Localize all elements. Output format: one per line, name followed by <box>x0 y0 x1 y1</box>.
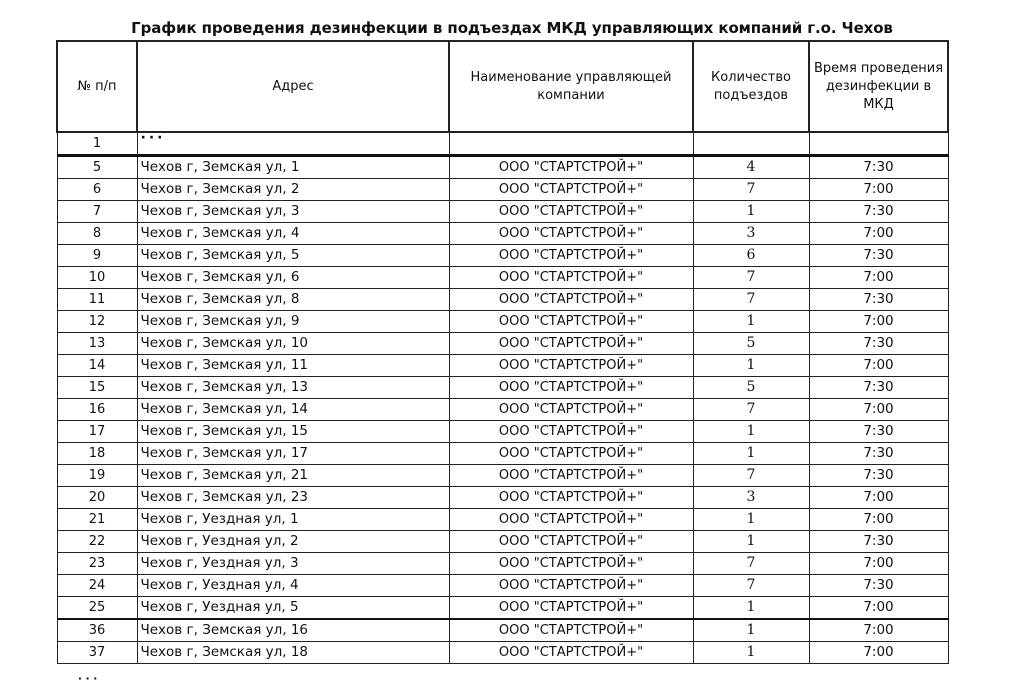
cell-time: 7:00 <box>809 553 948 575</box>
cell-count: 7 <box>693 575 809 597</box>
cell-company: ООО "СТАРТСТРОЙ+" <box>449 443 693 465</box>
cell-company: ООО "СТАРТСТРОЙ+" <box>449 355 693 377</box>
cell-company: ООО "СТАРТСТРОЙ+" <box>449 487 693 509</box>
cell-address: Чехов г, Земская ул, 3 <box>137 201 449 223</box>
cell-address: Чехов г, Земская ул, 5 <box>137 245 449 267</box>
cell-time: 7:00 <box>809 642 948 664</box>
header-num: № п/п <box>57 41 137 132</box>
cell-num: 5 <box>57 156 137 179</box>
cell-time: 7:00 <box>809 597 948 620</box>
ellipsis-mark: ··· <box>140 132 166 146</box>
document-title: График проведения дезинфекции в подъездах МКД управляющих компаний г.о. Чехов <box>131 19 893 37</box>
cell-time: 7:30 <box>809 377 948 399</box>
cell-address: Чехов г, Земская ул, 23 <box>137 487 449 509</box>
cell-count: 1 <box>693 201 809 223</box>
cell-company: ООО "СТАРТСТРОЙ+" <box>449 179 693 201</box>
table-row <box>57 597 948 620</box>
table-row <box>57 553 948 575</box>
cell-time: 7:00 <box>809 355 948 377</box>
cell-count: 1 <box>693 531 809 553</box>
cell-count: 7 <box>693 179 809 201</box>
header-address: Адрес <box>137 41 449 132</box>
cell-company: ООО "СТАРТСТРОЙ+" <box>449 377 693 399</box>
cell-company: ООО "СТАРТСТРОЙ+" <box>449 575 693 597</box>
cell-num: 16 <box>57 399 137 421</box>
cell-address: Чехов г, Уездная ул, 4 <box>137 575 449 597</box>
cell-time: 7:30 <box>809 421 948 443</box>
cell-company: ООО "СТАРТСТРОЙ+" <box>449 509 693 531</box>
cell-num: 6 <box>57 179 137 201</box>
cell-time <box>809 132 948 156</box>
cell-num: 9 <box>57 245 137 267</box>
cell-num: 22 <box>57 531 137 553</box>
cell-address: Чехов г, Земская ул, 15 <box>137 421 449 443</box>
cell-count: 7 <box>693 267 809 289</box>
cell-company: ООО "СТАРТСТРОЙ+" <box>449 333 693 355</box>
cell-count: 5 <box>693 377 809 399</box>
cell-address: Чехов г, Земская ул, 21 <box>137 465 449 487</box>
table-row <box>57 509 948 531</box>
cell-count: 3 <box>693 487 809 509</box>
table-row <box>57 267 948 289</box>
cell-company: ООО "СТАРТСТРОЙ+" <box>449 597 693 620</box>
cell-time: 7:00 <box>809 399 948 421</box>
cell-address: Чехов г, Земская ул, 1 <box>137 156 449 179</box>
cell-company: ООО "СТАРТСТРОЙ+" <box>449 201 693 223</box>
cell-company: ООО "СТАРТСТРОЙ+" <box>449 399 693 421</box>
cell-company: ООО "СТАРТСТРОЙ+" <box>449 465 693 487</box>
cell-company: ООО "СТАРТСТРОЙ+" <box>449 531 693 553</box>
cell-address: Чехов г, Земская ул, 8 <box>137 289 449 311</box>
cell-time: 7:30 <box>809 289 948 311</box>
cell-time: 7:00 <box>809 487 948 509</box>
table-row <box>57 465 948 487</box>
cell-address: Чехов г, Уездная ул, 3 <box>137 553 449 575</box>
cell-num: 1 <box>57 132 137 156</box>
header-row <box>57 41 948 132</box>
table-row <box>57 531 948 553</box>
table-header <box>57 41 948 132</box>
cell-num: 8 <box>57 223 137 245</box>
cell-num: 19 <box>57 465 137 487</box>
cell-time: 7:00 <box>809 223 948 245</box>
table-row <box>57 377 948 399</box>
cell-count: 1 <box>693 355 809 377</box>
cell-time: 7:30 <box>809 531 948 553</box>
table-row <box>57 355 948 377</box>
cell-time: 7:30 <box>809 245 948 267</box>
cell-company: ООО "СТАРТСТРОЙ+" <box>449 553 693 575</box>
cell-address: Чехов г, Уездная ул, 2 <box>137 531 449 553</box>
cell-company <box>449 132 693 156</box>
table-row <box>57 156 948 179</box>
cell-time: 7:00 <box>809 509 948 531</box>
cell-company: ООО "СТАРТСТРОЙ+" <box>449 223 693 245</box>
cell-count: 4 <box>693 156 809 179</box>
cell-company: ООО "СТАРТСТРОЙ+" <box>449 311 693 333</box>
cell-address: Чехов г, Земская ул, 2 <box>137 179 449 201</box>
cell-num: 21 <box>57 509 137 531</box>
table-row-first <box>57 132 948 156</box>
cell-address: Чехов г, Земская ул, 6 <box>137 267 449 289</box>
table-row <box>57 179 948 201</box>
cell-address: Чехов г, Земская ул, 11 <box>137 355 449 377</box>
cell-num: 36 <box>57 619 137 642</box>
cell-address: Чехов г, Земская ул, 14 <box>137 399 449 421</box>
cell-count: 1 <box>693 311 809 333</box>
cell-address: Чехов г, Земская ул, 13 <box>137 377 449 399</box>
cell-time: 7:30 <box>809 575 948 597</box>
cell-company: ООО "СТАРТСТРОЙ+" <box>449 289 693 311</box>
cell-num: 20 <box>57 487 137 509</box>
cell-num: 7 <box>57 201 137 223</box>
table-body <box>57 132 948 664</box>
cell-num: 11 <box>57 289 137 311</box>
cell-count: 1 <box>693 642 809 664</box>
cell-count: 5 <box>693 333 809 355</box>
cell-address: Чехов г, Земская ул, 9 <box>137 311 449 333</box>
table-row <box>57 333 948 355</box>
table-row <box>57 487 948 509</box>
cell-num: 25 <box>57 597 137 620</box>
cell-count: 1 <box>693 421 809 443</box>
cell-address: Чехов г, Уездная ул, 1 <box>137 509 449 531</box>
table-row <box>57 289 948 311</box>
cell-time: 7:00 <box>809 311 948 333</box>
cell-company: ООО "СТАРТСТРОЙ+" <box>449 421 693 443</box>
cell-address: Чехов г, Земская ул, 18 <box>137 642 449 664</box>
cell-count: 1 <box>693 443 809 465</box>
cell-address <box>137 132 449 156</box>
table-row <box>57 245 948 267</box>
cell-company: ООО "СТАРТСТРОЙ+" <box>449 267 693 289</box>
header-company: Наименование управляющей компании <box>449 41 693 132</box>
cell-time: 7:00 <box>809 619 948 642</box>
cell-count: 3 <box>693 223 809 245</box>
cell-count: 1 <box>693 509 809 531</box>
cell-company: ООО "СТАРТСТРОЙ+" <box>449 245 693 267</box>
table-row <box>57 443 948 465</box>
header-time: Время проведения дезинфекции в МКД <box>809 41 948 132</box>
cell-time: 7:00 <box>809 267 948 289</box>
cell-num: 18 <box>57 443 137 465</box>
table-row <box>57 201 948 223</box>
cell-count: 7 <box>693 399 809 421</box>
cell-company: ООО "СТАРТСТРОЙ+" <box>449 619 693 642</box>
cell-count: 1 <box>693 597 809 620</box>
cell-count: 7 <box>693 553 809 575</box>
table-row <box>57 575 948 597</box>
cell-time: 7:30 <box>809 333 948 355</box>
cell-num: 15 <box>57 377 137 399</box>
disinfection-schedule-table <box>56 40 949 664</box>
table-row <box>57 642 948 664</box>
cell-address: Чехов г, Земская ул, 10 <box>137 333 449 355</box>
header-count: Количество подъездов <box>693 41 809 132</box>
cell-count: 7 <box>693 465 809 487</box>
cell-count: 1 <box>693 619 809 642</box>
cell-time: 7:30 <box>809 201 948 223</box>
cell-num: 24 <box>57 575 137 597</box>
table-row <box>57 619 948 642</box>
table-row <box>57 223 948 245</box>
table-row <box>57 311 948 333</box>
cell-num: 13 <box>57 333 137 355</box>
table-row <box>57 399 948 421</box>
cell-company: ООО "СТАРТСТРОЙ+" <box>449 156 693 179</box>
cell-time: 7:30 <box>809 443 948 465</box>
cell-time: 7:00 <box>809 179 948 201</box>
cell-num: 10 <box>57 267 137 289</box>
cell-num: 37 <box>57 642 137 664</box>
cell-num: 14 <box>57 355 137 377</box>
cell-address: Чехов г, Земская ул, 4 <box>137 223 449 245</box>
cell-count: 6 <box>693 245 809 267</box>
cell-address: Чехов г, Земская ул, 16 <box>137 619 449 642</box>
cell-num: 12 <box>57 311 137 333</box>
cell-count: 7 <box>693 289 809 311</box>
cell-num: 17 <box>57 421 137 443</box>
cell-address: Чехов г, Земская ул, 17 <box>137 443 449 465</box>
cell-address: Чехов г, Уездная ул, 5 <box>137 597 449 620</box>
cell-time: 7:30 <box>809 156 948 179</box>
continuation-ellipsis: ··· <box>78 670 101 686</box>
table-row <box>57 421 948 443</box>
cell-time: 7:30 <box>809 465 948 487</box>
cell-num: 23 <box>57 553 137 575</box>
cell-count <box>693 132 809 156</box>
cell-company: ООО "СТАРТСТРОЙ+" <box>449 642 693 664</box>
